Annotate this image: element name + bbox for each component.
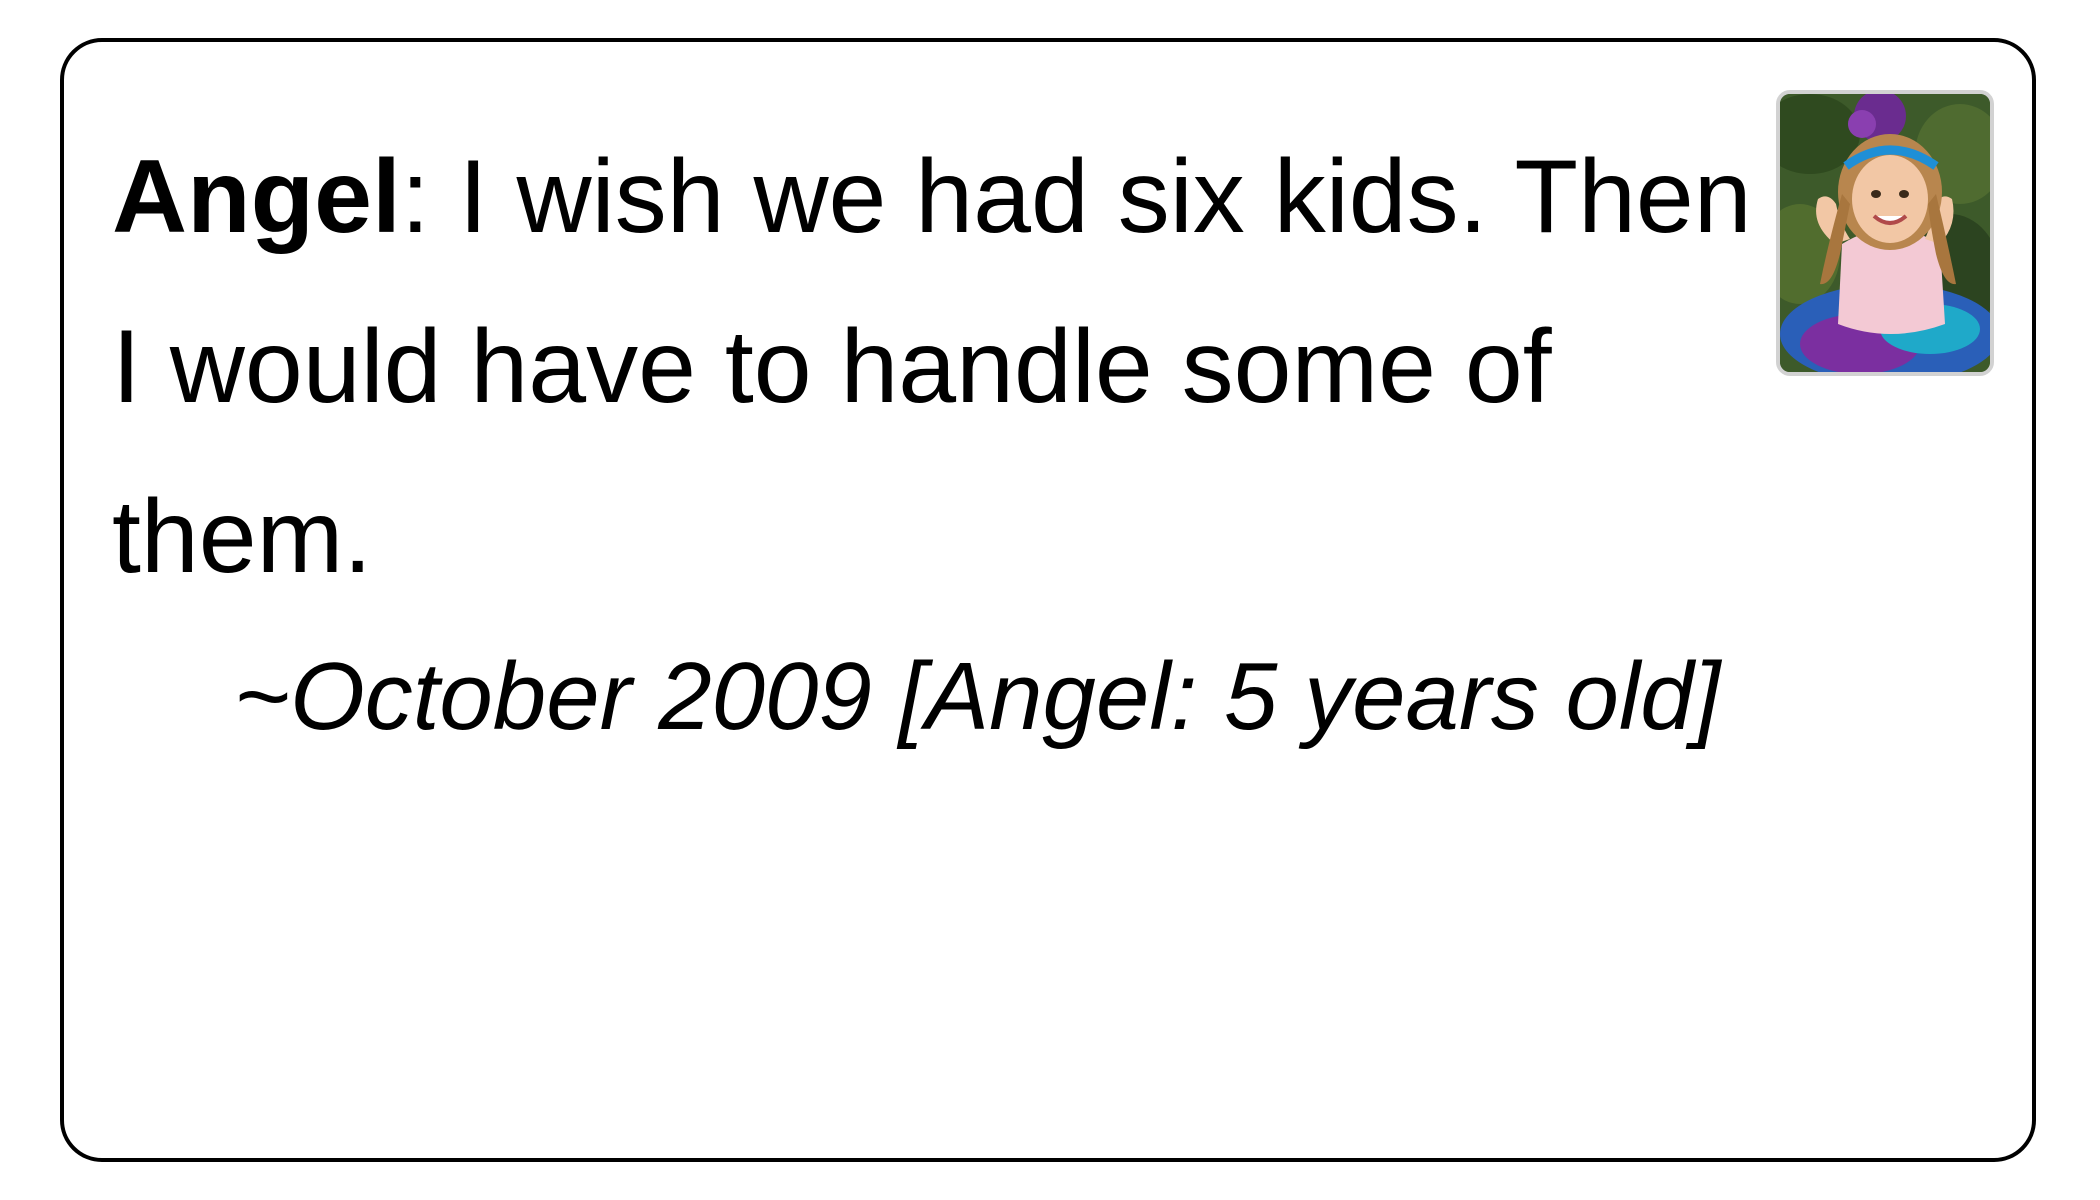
quote-card [60,38,2036,1162]
quote-attribution: ~October 2009 [Angel: 5 years old] [234,643,1721,750]
quote-body: I wish we had six kids. Then I would have to handle some of them. [112,139,1752,595]
girl-portrait-image [1780,94,1990,372]
child-photo [1776,90,1994,376]
speaker-separator: : [400,139,430,255]
speaker-name: Angel [112,139,401,255]
quote-text [112,112,1772,622]
